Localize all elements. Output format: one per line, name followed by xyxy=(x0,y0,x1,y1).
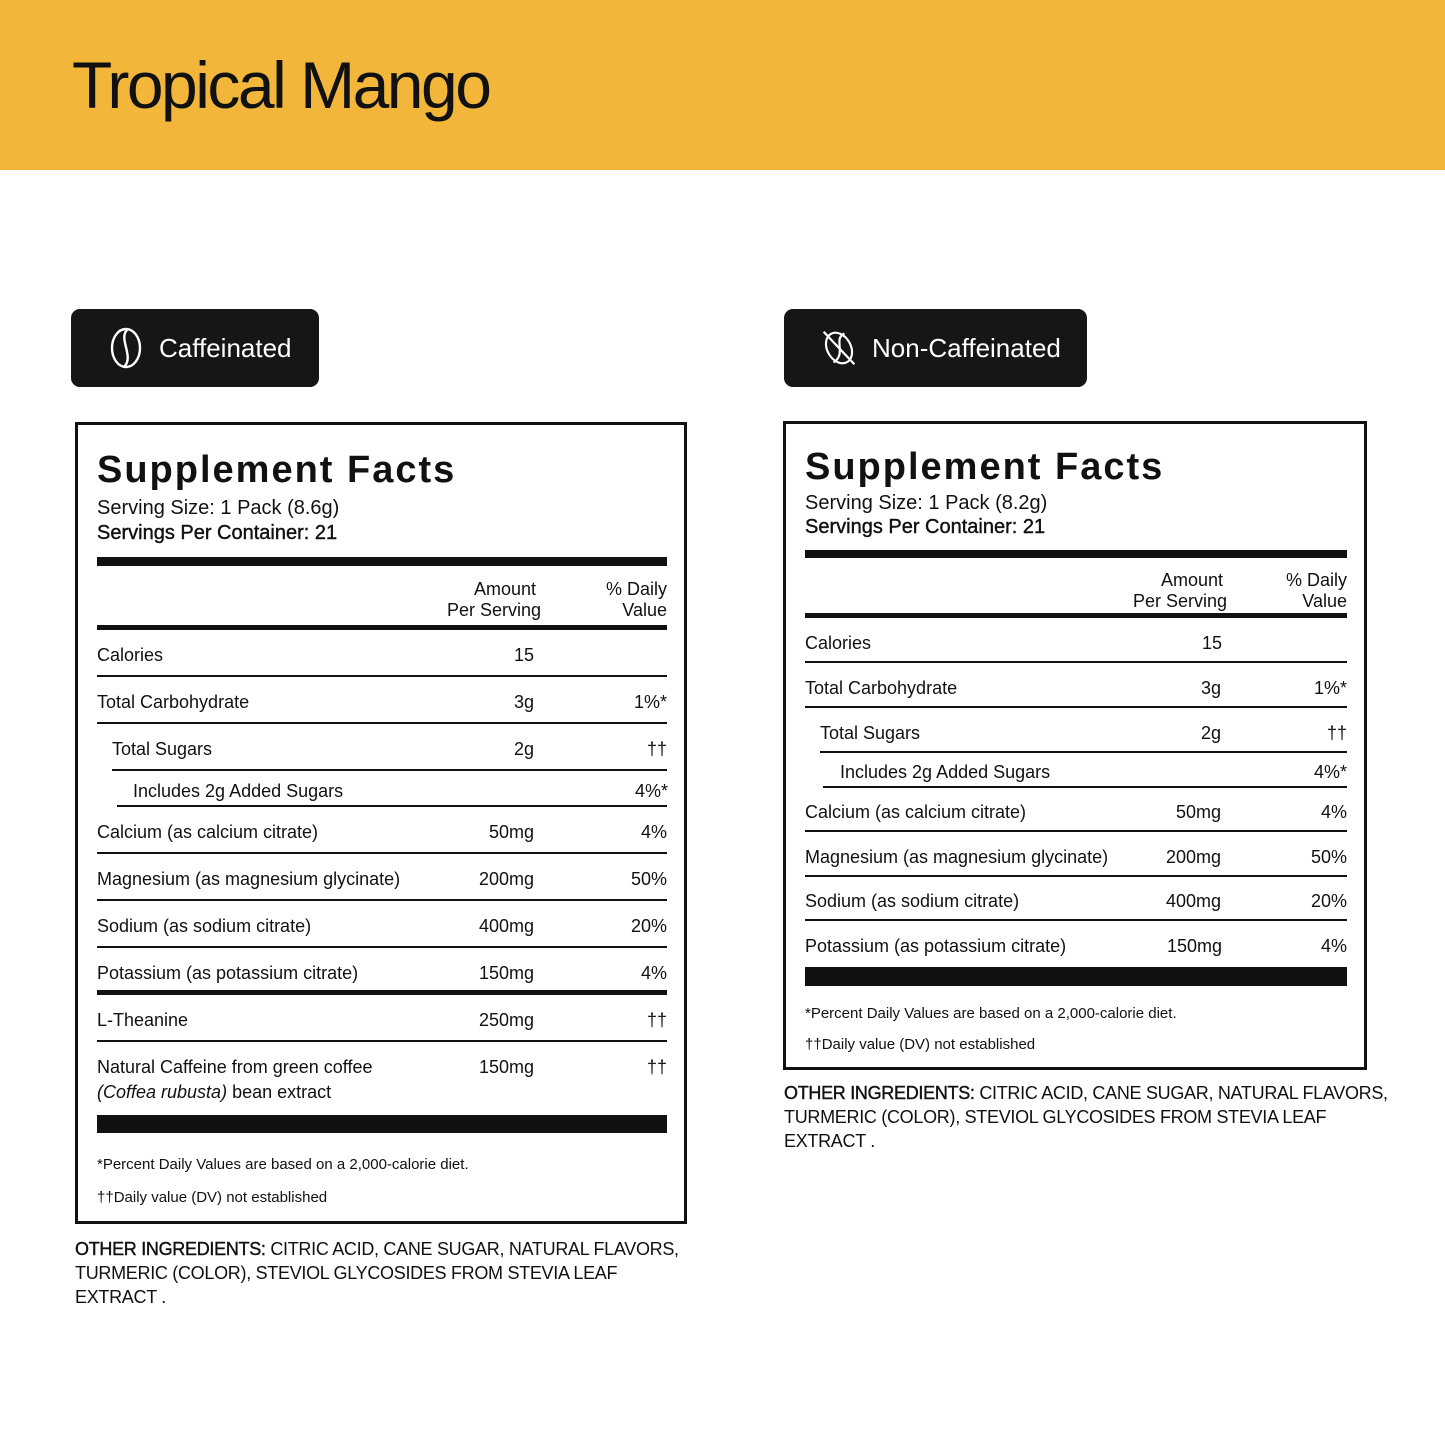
table-row: Total Sugars 2g †† xyxy=(112,739,667,759)
serving-size: Serving Size: 1 Pack (8.6g) xyxy=(97,497,340,519)
table-row: Includes 2g Added Sugars 4%* xyxy=(133,781,668,801)
servings-per-container: Servings Per Container: 21 xyxy=(97,522,338,544)
divider-header xyxy=(97,625,667,630)
table-row: L-Theanine 250mg †† xyxy=(97,1010,667,1030)
column-header-amount: Amount Per Serving xyxy=(446,579,541,620)
footnote-dv: ††Daily value (DV) not established xyxy=(805,1036,1036,1053)
footnote-dv: ††Daily value (DV) not established xyxy=(97,1189,328,1206)
divider-thick xyxy=(805,967,1347,986)
table-row: Calories 15 xyxy=(805,633,1222,653)
tab-caffeinated[interactable] xyxy=(71,309,319,387)
supplement-facts-caffeinated xyxy=(75,422,687,1224)
table-row: Includes 2g Added Sugars 4%* xyxy=(840,762,1347,782)
other-ingredients-non-caffeinated: OTHER INGREDIENTS: CITRIC ACID, CANE SUGAR, NATURAL FLAVORS, TURMERIC (COLOR), STEVIOL GLYCOSIDES FROM STEVIA LEAF EXTRACT . xyxy=(784,1083,1388,1151)
supplement-facts-non-caffeinated xyxy=(783,421,1367,1070)
column-header-amount: Amount Per Serving xyxy=(1132,570,1227,611)
table-row: Magnesium (as magnesium glycinate) 200mg 50% xyxy=(97,869,667,889)
column-header-daily-value: % Daily Value xyxy=(1285,570,1347,611)
page-title: Tropical Mango xyxy=(72,48,490,122)
column-header-daily-value: % Daily Value xyxy=(605,579,667,620)
table-row: Total Carbohydrate 3g 1%* xyxy=(805,678,1347,698)
table-row: Calories 15 xyxy=(97,645,534,665)
panel-title: Supplement Facts xyxy=(97,449,457,491)
coffee-bean-icon xyxy=(107,326,145,370)
tab-non-caffeinated[interactable] xyxy=(784,309,1087,387)
table-row: Potassium (as potassium citrate) 150mg 4% xyxy=(805,936,1347,956)
table-row: Calcium (as calcium citrate) 50mg 4% xyxy=(97,822,667,842)
table-row: Natural Caffeine from green coffee (Coffea rubusta) bean extract 150mg †† xyxy=(97,1057,667,1102)
table-row: Sodium (as sodium citrate) 400mg 20% xyxy=(97,916,667,936)
table-row: Calcium (as calcium citrate) 50mg 4% xyxy=(805,802,1347,822)
servings-per-container: Servings Per Container: 21 xyxy=(805,516,1046,538)
other-ingredients-caffeinated: OTHER INGREDIENTS: CITRIC ACID, CANE SUGAR, NATURAL FLAVORS, TURMERIC (COLOR), STEVIOL GLYCOSIDES FROM STEVIA LEAF EXTRACT . xyxy=(75,1239,679,1307)
divider-header xyxy=(805,613,1347,618)
table-row: Potassium (as potassium citrate) 150mg 4% xyxy=(97,963,667,983)
footnote-percent: *Percent Daily Values are based on a 2,000-calorie diet. xyxy=(805,1005,1177,1022)
table-row: Magnesium (as magnesium glycinate) 200mg 50% xyxy=(805,847,1347,867)
serving-size: Serving Size: 1 Pack (8.2g) xyxy=(805,492,1048,514)
divider-thick xyxy=(97,557,667,566)
divider-thick xyxy=(97,1115,667,1133)
tab-caffeinated-label: Caffeinated xyxy=(159,332,292,363)
tab-non-caffeinated-label: Non-Caffeinated xyxy=(872,332,1061,363)
table-row: Total Sugars 2g †† xyxy=(820,723,1347,743)
no-coffee-bean-icon xyxy=(820,326,858,370)
footnote-percent: *Percent Daily Values are based on a 2,000-calorie diet. xyxy=(97,1156,469,1173)
panel-title: Supplement Facts xyxy=(805,446,1165,488)
header-banner xyxy=(0,0,1445,170)
table-row: Total Carbohydrate 3g 1%* xyxy=(97,692,667,712)
table-row: Sodium (as sodium citrate) 400mg 20% xyxy=(805,891,1347,911)
divider-thick xyxy=(805,550,1347,558)
